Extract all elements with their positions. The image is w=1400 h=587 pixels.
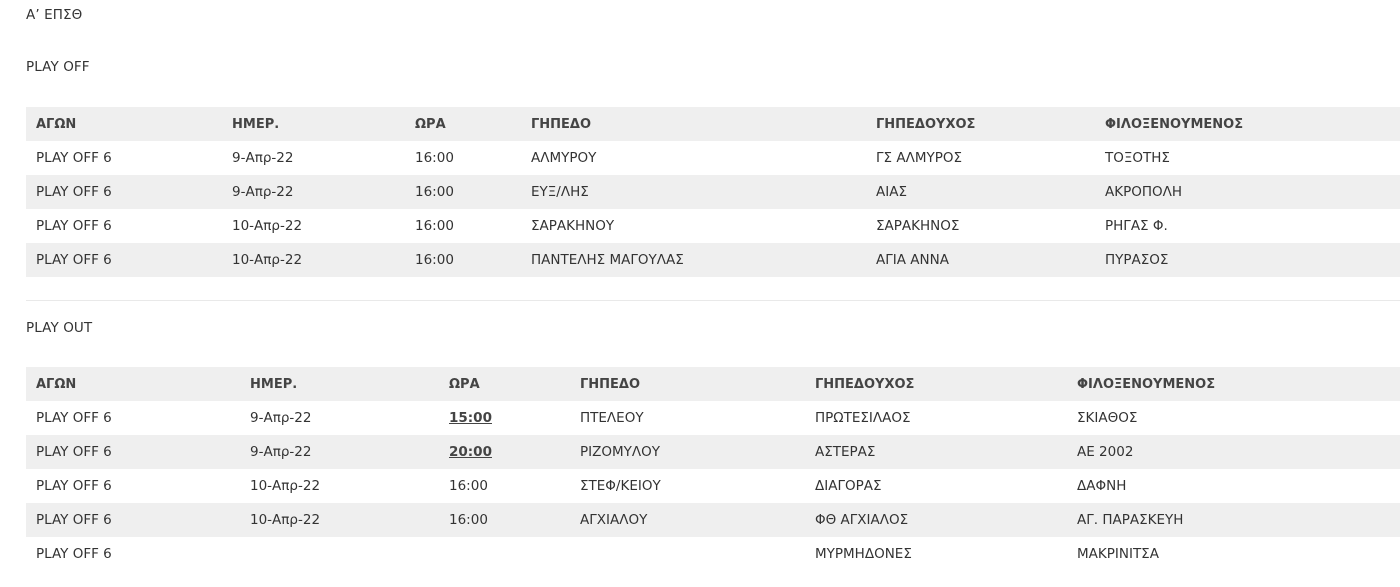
time-cell: 16:00 <box>405 175 521 209</box>
home-team-cell: ΦΘ ΑΓΧΙΑΛΟΣ <box>805 503 1067 537</box>
table-row <box>26 435 1400 469</box>
header-time: ΩΡΑ <box>405 107 521 141</box>
venue-cell: ΡΙΖΟΜΥΛΟΥ <box>570 435 805 469</box>
time-link[interactable]: 20:00 <box>439 435 570 469</box>
table-row <box>26 469 1400 503</box>
match-cell: PLAY OFF 6 <box>26 243 222 277</box>
table-row <box>26 537 1400 571</box>
time-cell: 16:00 <box>405 243 521 277</box>
venue-cell: ΣΤΕΦ/ΚΕΙΟΥ <box>570 469 805 503</box>
date-cell: 10-Απρ-22 <box>222 209 405 243</box>
date-cell: 10-Απρ-22 <box>240 503 439 537</box>
header-away-team: ΦΙΛΟΞΕΝΟΥΜΕΝΟΣ <box>1067 367 1400 401</box>
home-team-cell: ΜΥΡΜΗΔΟΝΕΣ <box>805 537 1067 571</box>
away-team-cell: ΡΗΓΑΣ Φ. <box>1095 209 1400 243</box>
time-cell: 16:00 <box>439 469 570 503</box>
date-cell: 10-Απρ-22 <box>222 243 405 277</box>
time-cell: 16:00 <box>405 141 521 175</box>
home-team-cell: ΣΑΡΑΚΗΝΟΣ <box>866 209 1095 243</box>
time-cell: 16:00 <box>405 209 521 243</box>
header-date: ΗΜΕΡ. <box>222 107 405 141</box>
venue-cell <box>570 537 805 571</box>
time-cell: 16:00 <box>439 503 570 537</box>
table-row <box>26 175 1400 209</box>
match-cell: PLAY OFF 6 <box>26 401 240 435</box>
home-team-cell: ΑΣΤΕΡΑΣ <box>805 435 1067 469</box>
header-away-team: ΦΙΛΟΞΕΝΟΥΜΕΝΟΣ <box>1095 107 1400 141</box>
match-cell: PLAY OFF 6 <box>26 537 240 571</box>
header-venue: ΓΗΠΕΔΟ <box>521 107 866 141</box>
table-row <box>26 141 1400 175</box>
match-cell: PLAY OFF 6 <box>26 141 222 175</box>
match-cell: PLAY OFF 6 <box>26 503 240 537</box>
header-time: ΩΡΑ <box>439 367 570 401</box>
table-row <box>26 401 1400 435</box>
away-team-cell: ΑΓ. ΠΑΡΑΣΚΕΥΗ <box>1067 503 1400 537</box>
match-cell: PLAY OFF 6 <box>26 469 240 503</box>
header-match: ΑΓΩΝ <box>26 107 222 141</box>
section-divider <box>26 300 1400 301</box>
time-cell <box>439 537 570 571</box>
away-team-cell: ΑΕ 2002 <box>1067 435 1400 469</box>
home-team-cell: ΓΣ ΑΛΜΥΡΟΣ <box>866 141 1095 175</box>
header-date: ΗΜΕΡ. <box>240 367 439 401</box>
date-cell: 9-Απρ-22 <box>240 435 439 469</box>
venue-cell: ΕΥΞ/ΛΗΣ <box>521 175 866 209</box>
playoff-table <box>26 107 1400 277</box>
away-team-cell: ΔΑΦΝΗ <box>1067 469 1400 503</box>
league-title: Α’ ΕΠΣΘ <box>26 7 83 23</box>
home-team-cell: ΔΙΑΓΟΡΑΣ <box>805 469 1067 503</box>
playoff-section-title: PLAY OFF <box>26 59 90 75</box>
date-cell: 9-Απρ-22 <box>240 401 439 435</box>
playout-table <box>26 367 1400 571</box>
date-cell: 9-Απρ-22 <box>222 141 405 175</box>
header-home-team: ΓΗΠΕΔΟΥΧΟΣ <box>866 107 1095 141</box>
venue-cell: ΣΑΡΑΚΗΝΟΥ <box>521 209 866 243</box>
home-team-cell: ΠΡΩΤΕΣΙΛΑΟΣ <box>805 401 1067 435</box>
header-match: ΑΓΩΝ <box>26 367 240 401</box>
date-cell: 9-Απρ-22 <box>222 175 405 209</box>
playout-section-title: PLAY OUT <box>26 320 93 336</box>
date-cell: 10-Απρ-22 <box>240 469 439 503</box>
match-cell: PLAY OFF 6 <box>26 209 222 243</box>
table-row <box>26 503 1400 537</box>
time-link[interactable]: 15:00 <box>439 401 570 435</box>
venue-cell: ΑΓΧΙΑΛΟΥ <box>570 503 805 537</box>
away-team-cell: ΤΟΞΟΤΗΣ <box>1095 141 1400 175</box>
table-row <box>26 209 1400 243</box>
venue-cell: ΠΤΕΛΕΟΥ <box>570 401 805 435</box>
venue-cell: ΠΑΝΤΕΛΗΣ ΜΑΓΟΥΛΑΣ <box>521 243 866 277</box>
away-team-cell: ΜΑΚΡΙΝΙΤΣΑ <box>1067 537 1400 571</box>
home-team-cell: ΑΙΑΣ <box>866 175 1095 209</box>
away-team-cell: ΣΚΙΑΘΟΣ <box>1067 401 1400 435</box>
match-cell: PLAY OFF 6 <box>26 175 222 209</box>
date-cell <box>240 537 439 571</box>
away-team-cell: ΑΚΡΟΠΟΛΗ <box>1095 175 1400 209</box>
venue-cell: ΑΛΜΥΡΟΥ <box>521 141 866 175</box>
away-team-cell: ΠΥΡΑΣΟΣ <box>1095 243 1400 277</box>
table-header-row <box>26 107 1400 141</box>
home-team-cell: ΑΓΙΑ ΑΝΝΑ <box>866 243 1095 277</box>
table-row <box>26 243 1400 277</box>
header-venue: ΓΗΠΕΔΟ <box>570 367 805 401</box>
table-header-row <box>26 367 1400 401</box>
match-cell: PLAY OFF 6 <box>26 435 240 469</box>
header-home-team: ΓΗΠΕΔΟΥΧΟΣ <box>805 367 1067 401</box>
